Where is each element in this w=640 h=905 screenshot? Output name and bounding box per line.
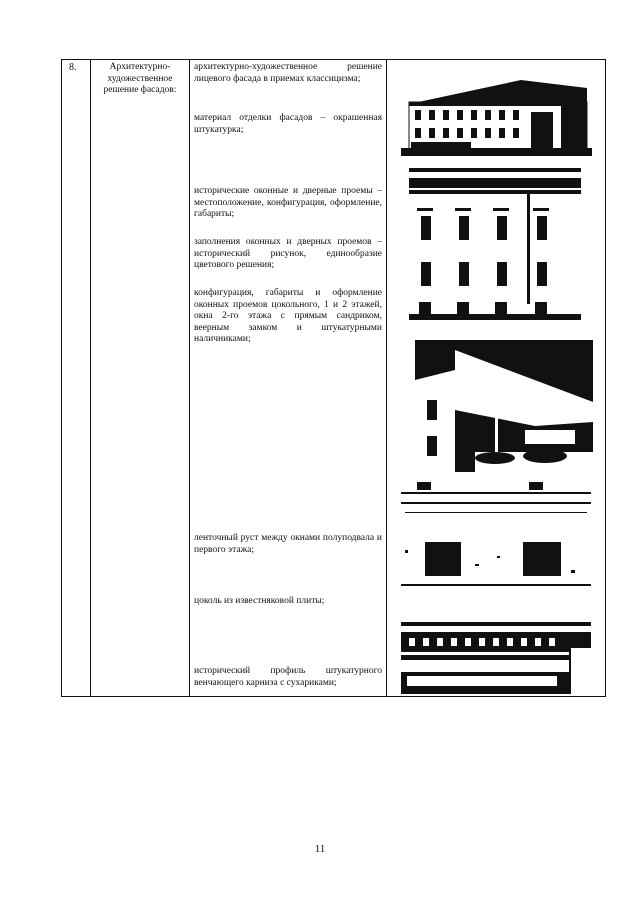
item-window-config: конфигурация, габариты и оформление оконных проемов цокольного, 1 и 2 этажей, окна 2-го этажа с прямым сандриком, веерным замком и штукатурными наличниками; [194,288,382,344]
photo-courtyard-view [415,340,593,472]
page-number: 11 [314,843,326,855]
item-rustication: ленточный руст между окнами полуподвала и первого этажа; [194,533,382,555]
item-plinth: цоколь из известняковой плиты; [194,596,325,606]
item-facade-solution: архитектурно-художественное решение лицевого фасада в приемах классицизма; [194,62,382,84]
row-number-cell [62,60,91,697]
item-openings: исторические оконные и дверные проемы – местоположение, конфигурация, оформление, габариты; [194,186,382,219]
item-fillings: заполнения оконных и дверных проемов – исторический рисунок, единообразие цветового решения; [194,237,382,270]
row-photo-cell [387,60,606,697]
photo-rustication-detail [401,480,591,592]
row-name: Архитектурно-художественное решение фасадов: [103,62,177,95]
table-row [62,60,606,697]
row-number: 8. [69,62,77,73]
item-cornice: исторический профиль штукатурного венчающего карниза с сухариками; [194,666,382,688]
photo-building-facade [401,64,592,156]
photo-cornice-detail [401,608,591,694]
photo-facade-windows [409,168,581,320]
row-description-cell [190,60,387,697]
row-name-cell [91,60,190,697]
item-finish-material: материал отделки фасадов – окрашенная штукатурка; [194,113,382,135]
heritage-table [61,59,606,697]
